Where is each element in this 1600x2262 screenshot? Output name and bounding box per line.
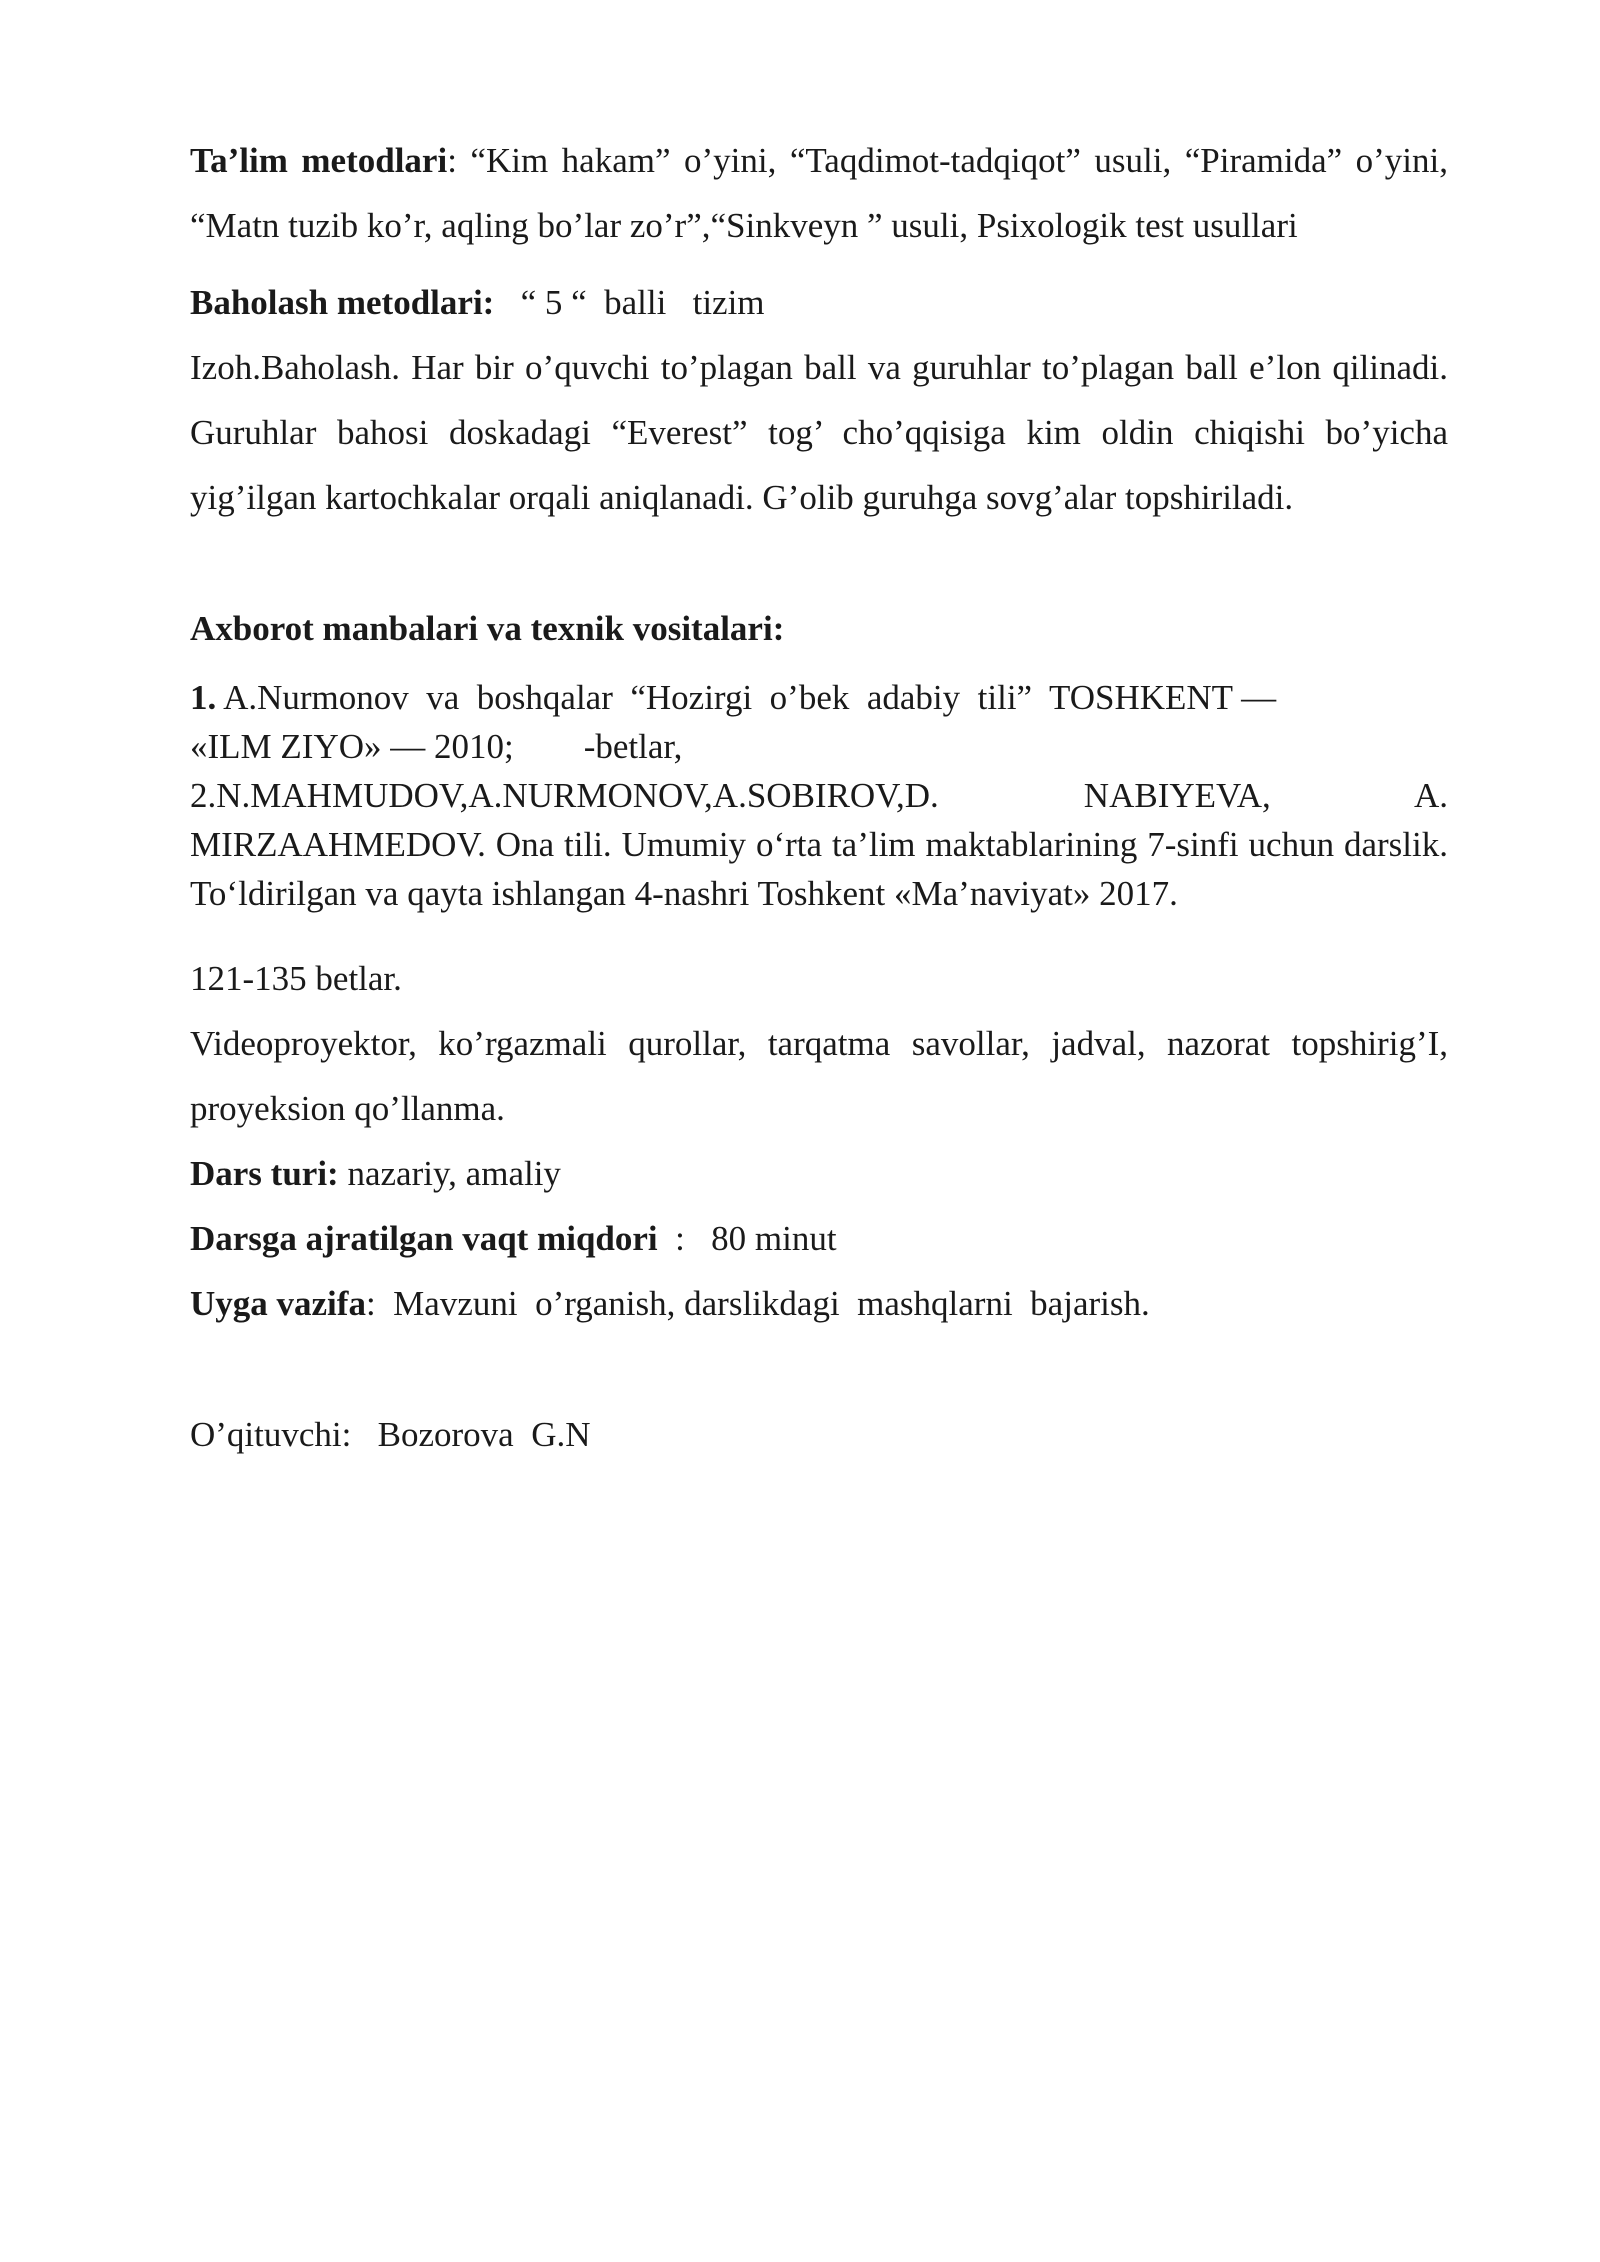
source-item-1-number: 1. bbox=[190, 678, 217, 717]
spacer bbox=[190, 1336, 1448, 1402]
spacer bbox=[190, 258, 1448, 270]
lesson-type-line bbox=[190, 1141, 1448, 1206]
homework-label: Uyga vazifa bbox=[190, 1284, 366, 1323]
lesson-type-label: Dars turi: bbox=[190, 1154, 339, 1193]
lesson-type-value: nazariy, amaliy bbox=[338, 1154, 561, 1193]
lesson-time-value: : 80 minut bbox=[657, 1219, 837, 1258]
lesson-time-line bbox=[190, 1206, 1448, 1271]
source-item-1 bbox=[190, 673, 1448, 722]
sources-heading: Axborot manbalari va texnik vositalari: bbox=[190, 609, 785, 648]
lesson-time-label: Darsga ajratilgan vaqt miqdori bbox=[190, 1219, 658, 1258]
technical-equipment-paragraph: Videoproyektor, ko’rgazmali qurollar, tarqatma savollar, jadval, nazorat topshirig’I, proyeksion qo’llanma. bbox=[190, 1024, 1448, 1128]
assessment-methods-line bbox=[190, 270, 1448, 335]
source-item-2: 2.N.MAHMUDOV,A.NURMONOV,A.SOBIROV,D. NABIYEVA, A. MIRZAAHMEDOV. Ona tili. Umumiy o‘rta ta’lim maktablarining 7-sinfi uchun darslik. To‘ldirilgan va qayta ishlangan 4-nashri Toshkent «Ma’naviyat» 2017. bbox=[190, 776, 1448, 913]
homework-value: : Mavzuni o’rganish, darslikdagi mashqlarni bajarish. bbox=[365, 1284, 1150, 1323]
source-item-1-line-1: A.Nurmonov va boshqalar “Hozirgi o’bek adabiy tili” TOSHKENT — bbox=[216, 678, 1277, 717]
source-pages: 121-135 betlar. bbox=[190, 959, 402, 998]
source-item-1-line-2: «ILM ZIYO» — 2010; -betlar, bbox=[190, 727, 683, 766]
homework-line bbox=[190, 1271, 1448, 1336]
teacher-line bbox=[190, 1402, 1448, 1467]
spacer bbox=[190, 530, 1448, 596]
spacer bbox=[190, 661, 1448, 673]
teaching-methods-label: Ta’lim metodlari bbox=[190, 141, 448, 180]
teacher-name: Bozorova G.N bbox=[351, 1415, 591, 1454]
teaching-methods-text: : “Kim hakam” o’yini, “Taqdimot-tadqiqot” usuli, “Piramida” o’yini, “Matn tuzib ko’r, aqling bo’lar zo’r”,“Sinkveyn ” usuli, Psixologik test usullari bbox=[190, 141, 1449, 245]
teaching-methods-paragraph bbox=[190, 128, 1448, 258]
assessment-methods-value: “ 5 “ balli tizim bbox=[520, 283, 765, 322]
spacer bbox=[190, 918, 1448, 946]
assessment-methods-label: Baholash metodlari: bbox=[190, 283, 495, 322]
assessment-note-paragraph: Izoh.Baholash. Har bir o’quvchi to’plagan ball va guruhlar to’plagan ball e’lon qilinadi. Guruhlar bahosi doskadagi “Everest” tog’ cho’qqisiga kim oldin chiqishi bo’yicha yig’ilgan kartochkalar orqali aniqlanadi. G’olib guruhga sovg’alar topshiriladi. bbox=[190, 348, 1448, 517]
teacher-label: O’qituvchi: bbox=[190, 1415, 352, 1454]
document-page bbox=[190, 128, 1448, 1467]
